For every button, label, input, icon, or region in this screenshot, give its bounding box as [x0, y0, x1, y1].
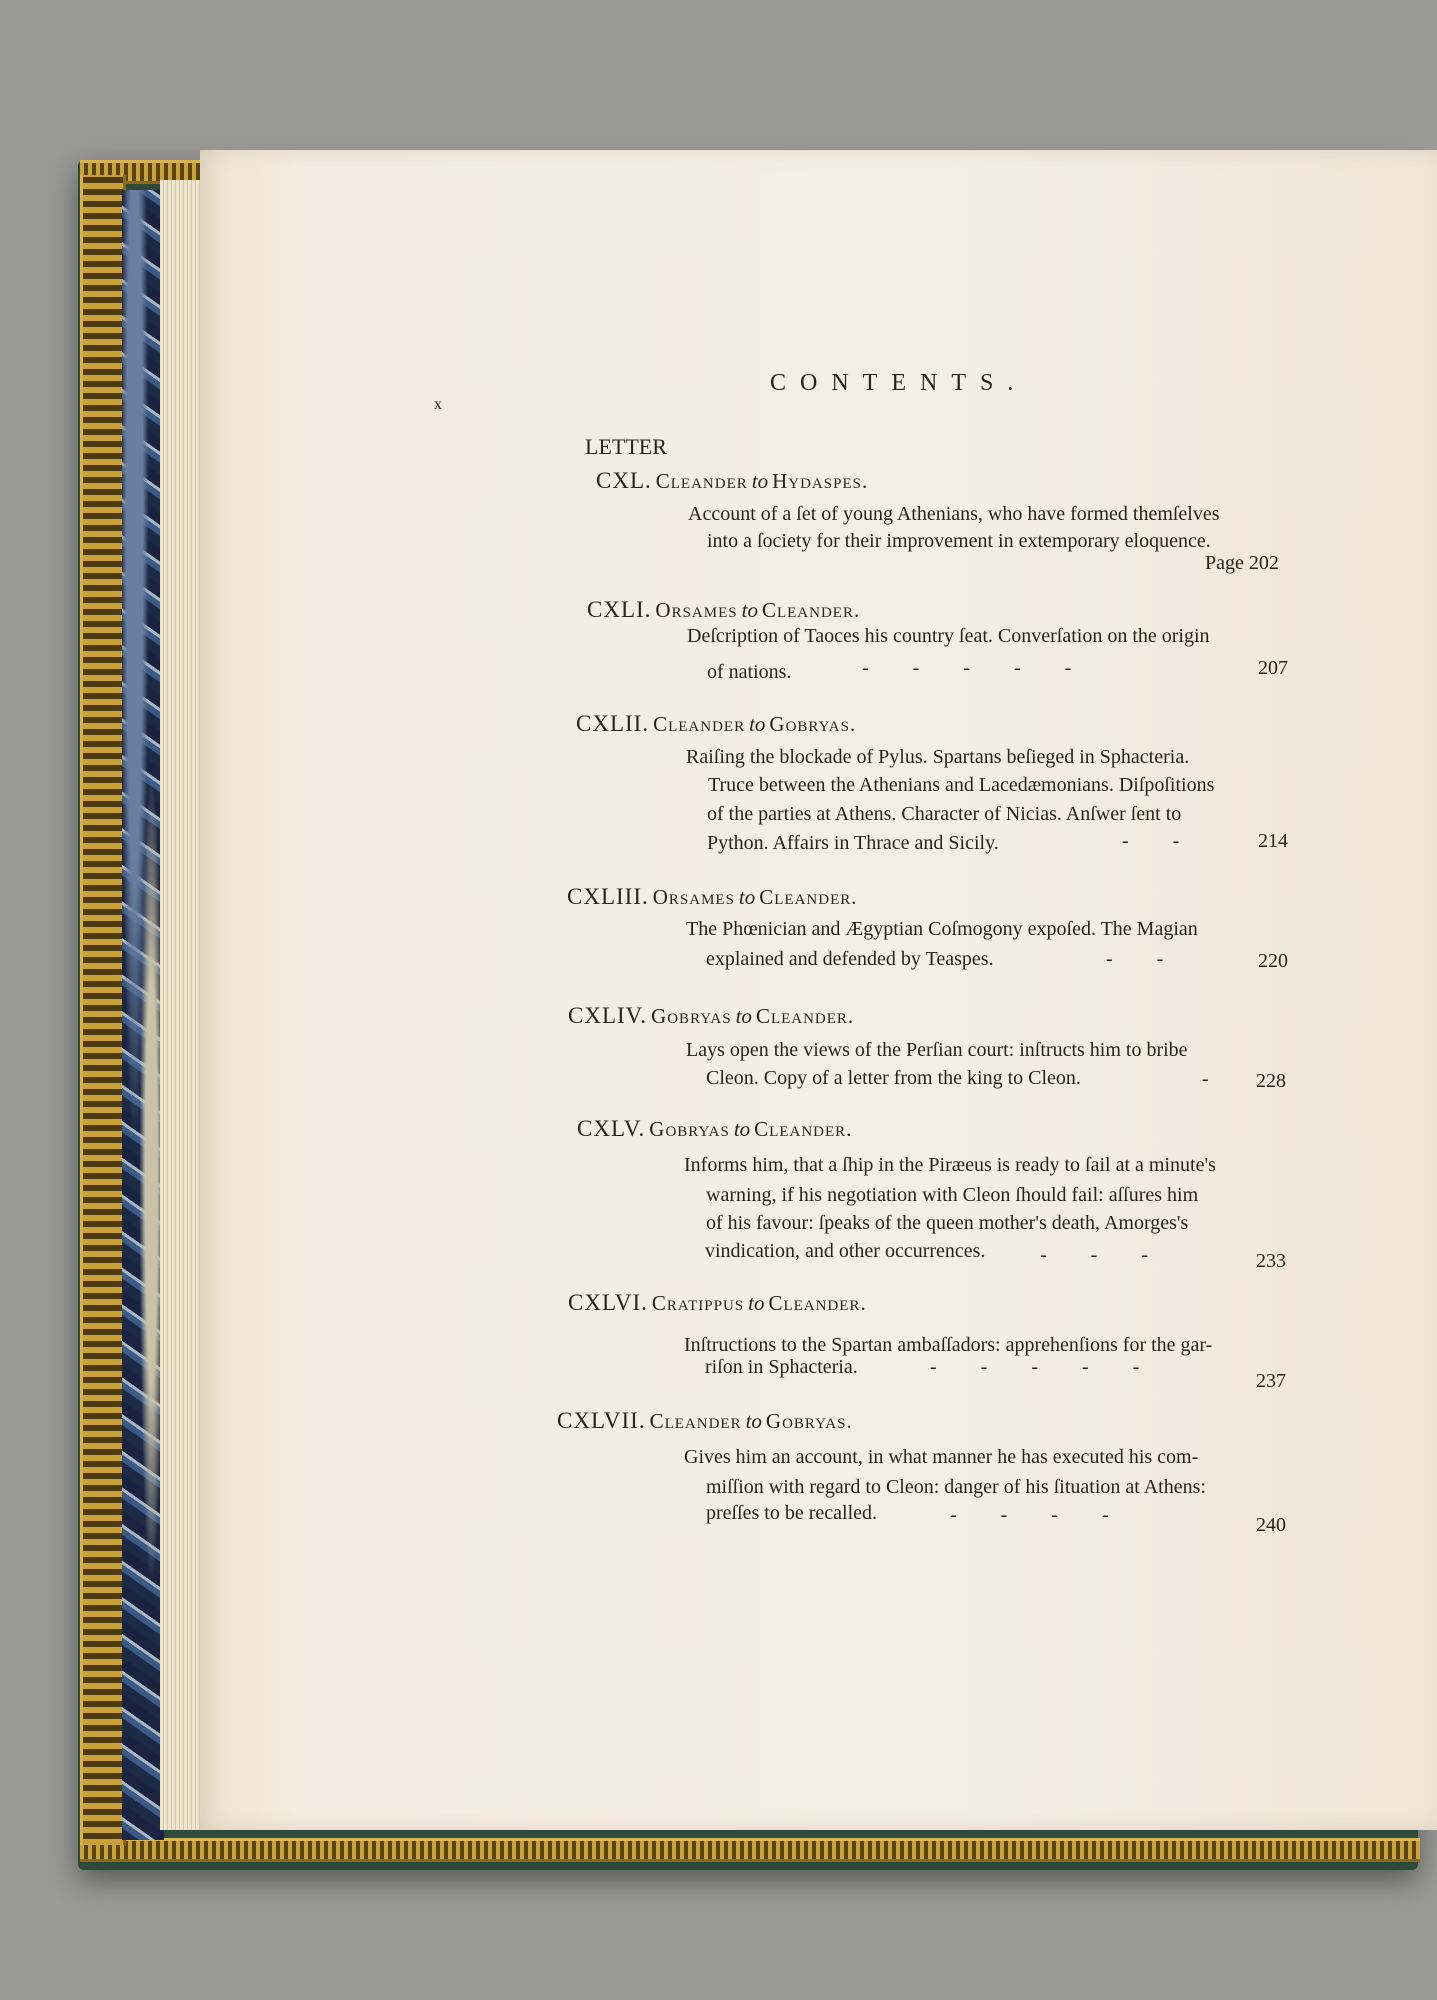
leader-dashes: - [1202, 1068, 1211, 1090]
page-number: 202 [1248, 552, 1279, 574]
entry-heading [576, 711, 856, 737]
letter-number: CXLIII. [567, 884, 649, 909]
letter-recipient: Cleander. [754, 1117, 853, 1141]
entry-heading [567, 884, 858, 910]
page-number: 228 [1256, 1070, 1286, 1092]
entry-line: miſſion with regard to Cleon: danger of his ſituation at Athens: [706, 1476, 1206, 1498]
entry-line: Informs him, that a ſhip in the Piræeus is ready to ſail at a minute's [684, 1154, 1216, 1176]
letter-recipient: Gobryas. [765, 1409, 853, 1433]
entry-line: Cleon. Copy of a letter from the king to Cleon. [706, 1067, 1081, 1089]
leader-dashes: - - - - [950, 1504, 1111, 1526]
letter-number: CXL. [596, 468, 652, 493]
entry-line: warning, if his negotiation with Cleon ſhould fail: aſſures him [706, 1184, 1199, 1206]
letter-recipient: Cleander. [755, 1004, 855, 1028]
letter-to: to [738, 885, 756, 909]
page-number: 237 [1256, 1370, 1286, 1392]
page-number: 220 [1258, 950, 1288, 972]
letter-to: to [735, 1004, 752, 1028]
letter-number: CXLII. [576, 711, 650, 736]
running-head: CONTENTS. [770, 370, 1028, 396]
entry-heading [596, 468, 868, 494]
letter-number: CXLIV. [568, 1003, 648, 1028]
column-label: LETTER [585, 434, 667, 459]
letter-to: to [745, 1409, 762, 1433]
page-ref [1205, 552, 1279, 575]
entry-heading [568, 1290, 867, 1316]
letter-sender: Gobryas [649, 1117, 730, 1141]
page-number: 207 [1258, 657, 1288, 679]
entry-heading [577, 1116, 852, 1142]
letter-number: CXLVI. [568, 1290, 648, 1315]
entry-line: Gives him an account, in what manner he has executed his com- [684, 1446, 1199, 1468]
entry-line: preſſes to be recalled. [706, 1502, 878, 1524]
letter-number: CXLVII. [557, 1408, 646, 1433]
letter-sender: Cleander [649, 1409, 742, 1433]
letter-sender: Cratippus [651, 1291, 745, 1315]
entry-line: Python. Affairs in Thrace and Sicily. [707, 832, 999, 854]
page-number: 240 [1256, 1514, 1286, 1536]
letter-to: to [751, 469, 769, 493]
entry-line: of nations. [707, 661, 792, 683]
letter-sender: Cleander [653, 712, 746, 736]
entry-heading [587, 597, 860, 623]
letter-recipient: Cleander. [761, 598, 861, 622]
leader-dashes: - - - [1040, 1244, 1150, 1266]
letter-recipient: Gobryas. [769, 712, 857, 736]
page-number: 214 [1258, 830, 1288, 852]
entry-line: The Phœnician and Ægyptian Coſmogony expoſed. The Magian [686, 918, 1198, 940]
entry-line: of the parties at Athens. Character of Nicias. Anſwer ſent to [707, 803, 1182, 825]
entry-line: vindication, and other occurrences. [705, 1240, 986, 1262]
letter-sender: Gobryas [651, 1004, 732, 1028]
folio-mark: x [434, 396, 442, 413]
leader-dashes: - - [1106, 948, 1166, 970]
entry-line: riſon in Sphacteria. [705, 1356, 858, 1378]
letter-to: to [749, 712, 766, 736]
page-prefix: Page [1205, 552, 1244, 574]
page-number: 233 [1256, 1250, 1286, 1272]
letter-number: CXLI. [587, 597, 652, 622]
entry-line: explained and defended by Teaspes. [706, 948, 994, 970]
letter-recipient: Cleander. [759, 885, 858, 909]
entry-line: Deſcription of Taoces his country ſeat. Converſation on the origin [687, 625, 1210, 647]
letter-sender: Cleander [655, 469, 748, 493]
entry-line: Account of a ſet of young Athenians, who have formed themſelves [688, 503, 1220, 525]
letter-recipient: Hydaspes. [772, 469, 869, 493]
entry-line: Truce between the Athenians and Lacedæmonians. Diſpoſitions [708, 774, 1215, 796]
leader-dashes: - - - - - [930, 1356, 1142, 1378]
entry-line: into a ſociety for their improvement in extemporary eloquence. [707, 530, 1211, 552]
letter-to: to [741, 598, 758, 622]
entry-line: Raiſing the blockade of Pylus. Spartans beſieged in Sphacteria. [686, 746, 1190, 768]
entry-heading [568, 1003, 854, 1029]
letter-to: to [748, 1291, 765, 1315]
entry-line: of his favour: ſpeaks of the queen mother's death, Amorges's [706, 1212, 1189, 1234]
entry-line: Lays open the views of the Perſian court: inſtructs him to bribe [686, 1039, 1188, 1061]
letter-recipient: Cleander. [768, 1291, 867, 1315]
leader-dashes: - - - - - [862, 657, 1074, 679]
leader-dashes: - - [1122, 830, 1182, 852]
letter-sender: Orsames [655, 598, 738, 622]
entry-heading [557, 1408, 853, 1434]
letter-to: to [733, 1117, 751, 1141]
entry-line: Inſtructions to the Spartan ambaſſadors: apprehenſions for the gar- [684, 1334, 1213, 1356]
letter-sender: Orsames [652, 885, 735, 909]
letter-number: CXLV. [577, 1116, 646, 1141]
